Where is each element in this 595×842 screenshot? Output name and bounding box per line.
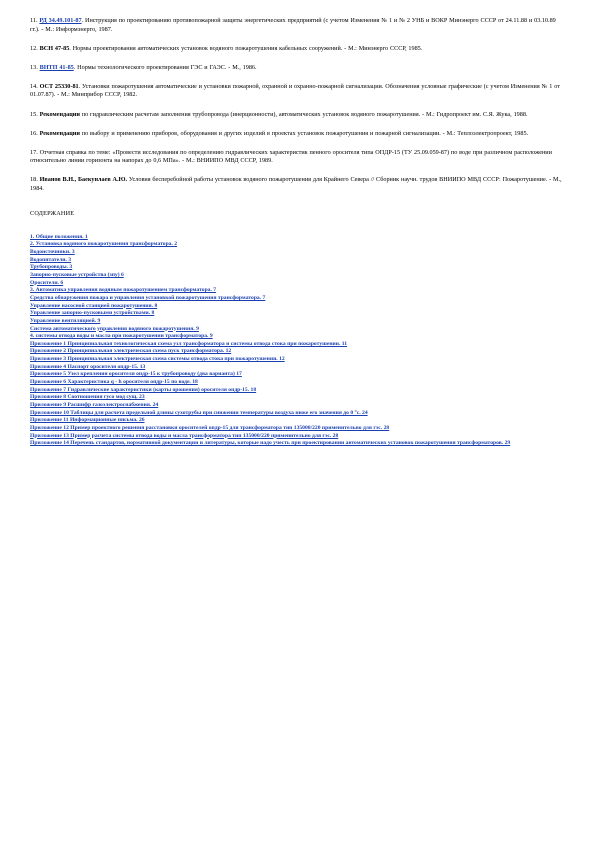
- toc-link[interactable]: Приложение 12 Пример проектного решения расстановки оросителей опдр-15 для трансформатора тип 135000/220 применительно для гэс. 28: [30, 425, 390, 432]
- reference-number: 14.: [30, 82, 38, 90]
- toc-link[interactable]: Управление запорно-пусковыми устройствами. 8: [30, 310, 155, 317]
- reference-number: 15.: [30, 110, 38, 118]
- reference-link-rd-34-49-101-87[interactable]: РД 34.49.101-87: [39, 17, 82, 24]
- toc-heading: СОДЕРЖАНИЕ: [30, 209, 75, 217]
- reference-item-16: [30, 130, 565, 139]
- toc-item: [30, 318, 565, 326]
- reference-item-11: [30, 17, 565, 34]
- reference-code: ОСТ 25330-81: [39, 82, 79, 90]
- reference-number: 16.: [30, 129, 38, 137]
- toc-item: [30, 371, 565, 379]
- reference-number: 18.: [30, 176, 38, 184]
- reference-item-12: [30, 45, 565, 54]
- toc-item: [30, 356, 565, 364]
- reference-item-14: [30, 83, 565, 100]
- table-of-contents: [30, 234, 565, 448]
- toc-link[interactable]: Приложение 4 Паспорт оросителя опдр-15. 13: [30, 363, 146, 370]
- reference-code: Рекомендации: [39, 129, 80, 137]
- toc-link[interactable]: Управление насосной станцией пожаротушения. 8: [30, 302, 158, 309]
- toc-item: [30, 295, 565, 303]
- toc-link[interactable]: Приложение 7 Гидравлические характеристики (карты орошения) оросителя опдр-15. 18: [30, 386, 257, 393]
- reference-item-13: [30, 64, 565, 73]
- toc-item: [30, 257, 565, 265]
- toc-link[interactable]: Водоисточники. 3: [30, 248, 75, 255]
- reference-text: . Нормы технологического проектирования ГЭС и ГАЭС. - М., 1986.: [73, 63, 257, 71]
- reference-text: . Инструкция по проектированию противопожарной защиты энергетических предприятий (с учетом Изменения № 1 и № 2 УНБ и ВОКР Минэнерго СССР от 24.11.88 и 03.10.89 гг.). - М.: Информэнерго, 1987.: [30, 17, 556, 33]
- reference-item-15: [30, 111, 565, 120]
- reference-text: . Установки пожаротушения автоматические и установки пожарной, охранной и охранно-пожарной сигнализации. Обозначения условные графические (с учетом Изменения № 1 от 01.07.87). - М.: Минприбор СССР, 1982.: [30, 82, 560, 99]
- toc-link[interactable]: Приложение 8 Соотношения гусо мод сущ. 23: [30, 394, 145, 401]
- reference-text: Условия бесперебойной работы установок водяного пожаротушения для Крайнего Севера // Сборник научн. трудов ВНИИПО МВД СССР: Пожаротушение. - М., 1984.: [30, 176, 562, 193]
- toc-link[interactable]: Приложение 11 Информационные письма. 26: [30, 417, 145, 424]
- reference-authors: Иванов В.Н., Баекунлаев А.Ю.: [39, 176, 128, 184]
- toc-item: [30, 402, 565, 410]
- toc-link[interactable]: Оросители. 6: [30, 279, 64, 286]
- toc-item: [30, 379, 565, 387]
- toc-item: [30, 326, 565, 334]
- toc-link[interactable]: 2. Установка водяного пожаротушения трансформатора. 2: [30, 241, 178, 248]
- toc-link[interactable]: Приложение 10 Таблицы для расчета предельной длины сухотрубы при снижении температуры воздуха ниже его значения до 0 °с. 24: [30, 409, 368, 416]
- toc-item: [30, 310, 565, 318]
- toc-link[interactable]: Приложение 5 Узел крепления оросителя опдр-15 к трубопроводу (два варианта) 17: [30, 371, 242, 378]
- toc-item: [30, 425, 565, 433]
- toc-link[interactable]: Средства обнаружения пожара и управления установкой пожаротушения трансформатора. 7: [30, 294, 266, 301]
- reference-code: ВСН 47-85: [39, 44, 70, 52]
- reference-list: [30, 17, 565, 194]
- toc-link[interactable]: Запорно-пусковые устройства (зпу) 6: [30, 271, 124, 278]
- toc-link[interactable]: Управление вентиляцией. 9: [30, 317, 101, 324]
- toc-item: [30, 241, 565, 249]
- toc-item: [30, 440, 565, 448]
- reference-number: 17.: [30, 148, 38, 156]
- reference-item-17: [30, 149, 565, 166]
- toc-link[interactable]: Водопитатели. 3: [30, 256, 72, 263]
- toc-item: [30, 264, 565, 272]
- reference-item-18: [30, 176, 565, 193]
- toc-link[interactable]: Приложение 13 Пример расчета системы отвода воды и масла трансформатора тип 135000/220 применительно для гэс. 28: [30, 432, 339, 439]
- toc-link[interactable]: 4. системы отвода воды и масла при пожаротушении трансформатора. 9: [30, 333, 213, 340]
- reference-text: по выбору и применению приборов, оборудования и других изделий в проектах установок пожаротушения и пожарной сигнализации. - М.: Теплоэлектропроект, 1985.: [79, 129, 529, 137]
- toc-link[interactable]: Приложение 9 Расшифр газоэлектроснабжения. 24: [30, 402, 159, 409]
- toc-item: [30, 387, 565, 395]
- toc-link[interactable]: Приложение 2 Принципиальная электрическая схема пуск трансформатора. 12: [30, 348, 232, 355]
- toc-link[interactable]: Приложение 6 Характеристика q - h оросителя опдр-15 по воде. 18: [30, 379, 198, 386]
- toc-item: [30, 249, 565, 257]
- reference-text: Отчетная справка по теме: «Провести исследования по определению гидравлических характеристик пенного оросителя типа ОПДР-15 (ТУ 25.09.059-87) по воде при различном расположении относительно линии горизонта на напорах до 0,6 МПа». - М.: ВНИИПО МВД СССР, 1989.: [30, 148, 552, 165]
- reference-text: по гидравлическим расчетам заполнения трубопровода (инерционности), автоматических установок водяного пожаротушения. - М.: Гидропроект им. С.Я. Жука, 1988.: [79, 110, 528, 118]
- toc-link[interactable]: Трубопроводы. 3: [30, 264, 73, 271]
- toc-item: [30, 394, 565, 402]
- toc-item: [30, 333, 565, 341]
- reference-text: . Нормы проектирования автоматических установок водяного пожаротушения кабельных сооружений. - М.: Минэнерго СССР, 1985.: [69, 44, 423, 52]
- toc-item: [30, 348, 565, 356]
- reference-number: 12.: [30, 44, 38, 52]
- toc-item: [30, 417, 565, 425]
- reference-number: 11.: [30, 17, 38, 24]
- reference-number: 13.: [30, 63, 38, 71]
- toc-link[interactable]: Система автоматического управления водяного пожаротушения. 9: [30, 325, 199, 332]
- toc-item: [30, 272, 565, 280]
- reference-link-vntp-41-85[interactable]: ВНТП 41-85: [39, 63, 74, 71]
- toc-link[interactable]: Приложение 14 Перечень стандартов, нормативной документации и литературы, которые надо учесть при проектировании автоматических установок пожаротушения трансформаторов. 29: [30, 440, 511, 447]
- toc-item: [30, 287, 565, 295]
- reference-code: Рекомендации: [39, 110, 80, 118]
- toc-link[interactable]: 3. Автоматика управления водяным пожаротушением трансформатора. 7: [30, 287, 217, 294]
- toc-link[interactable]: 1. Общие положения. 1: [30, 233, 88, 240]
- toc-link[interactable]: Приложение 3 Принципиальная электрическая схема системы отвода стока при пожаротушении. 12: [30, 356, 285, 363]
- toc-link[interactable]: Приложение 1 Принципиальная технологическая схема узл трансформатора и системы отвода стока при пожаротушении. 11: [30, 340, 348, 347]
